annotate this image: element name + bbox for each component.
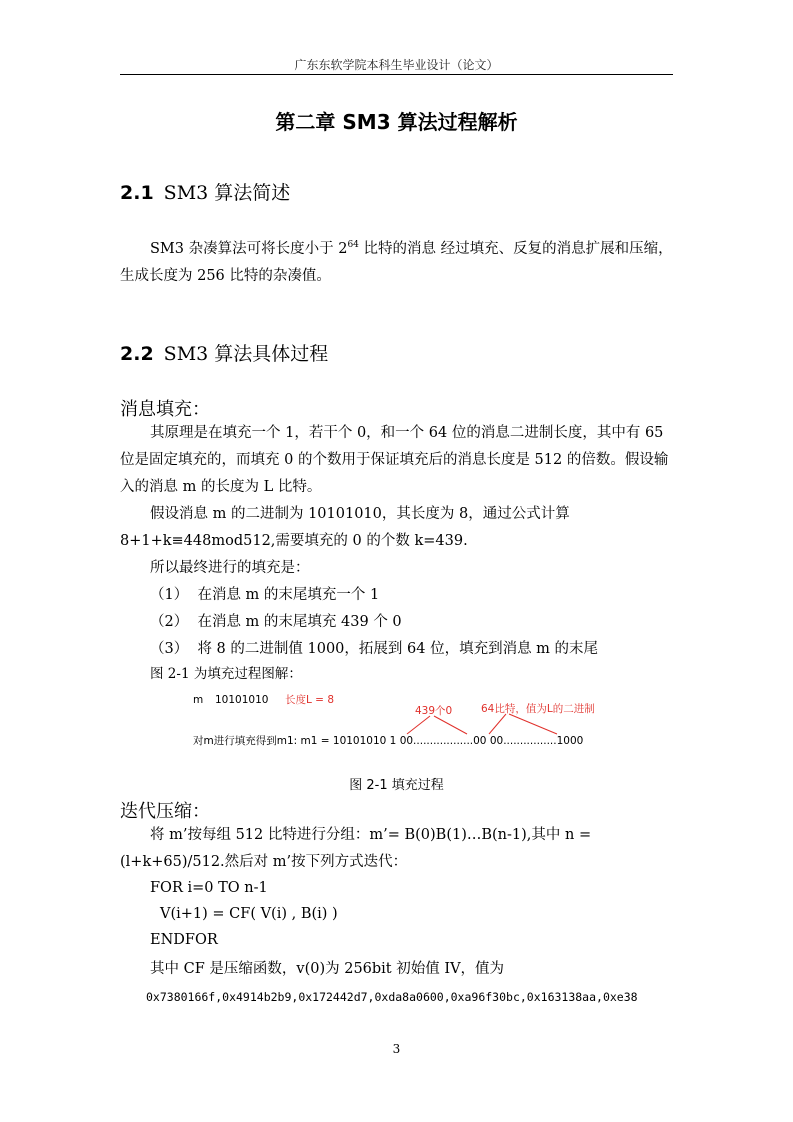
figure-length-note: 长度L = 8 bbox=[285, 694, 335, 706]
compress-heading: 迭代压缩： bbox=[120, 801, 210, 822]
section-title: SM3 算法具体过程 bbox=[163, 343, 329, 365]
section-number: 2.2 bbox=[120, 343, 154, 365]
code-line: ENDFOR bbox=[150, 932, 218, 948]
para-text-b: 比特的消息 经过填充、反复的消息扩展和压缩，生成长度为 256 比特的杂凑值。 bbox=[120, 240, 673, 284]
figure-intro: 图 2-1 为填充过程图解： bbox=[150, 666, 302, 682]
figure-m-value: 10101010 bbox=[215, 694, 269, 706]
step-item bbox=[150, 636, 598, 663]
padding-heading: 消息填充： bbox=[120, 399, 210, 420]
para-text-a: SM3 杂凑算法可将长度小于 2 bbox=[150, 240, 348, 257]
step-item bbox=[150, 582, 379, 609]
header-rule bbox=[120, 74, 673, 75]
page-header: 广东东软学院本科生毕业设计（论文） bbox=[294, 58, 499, 72]
step-number: （2） bbox=[150, 614, 189, 630]
step-number: （1） bbox=[150, 587, 189, 603]
padding-paragraph-3: 所以最终进行的填充是： bbox=[150, 560, 310, 576]
step-text: 在消息 m 的末尾填充 439 个 0 bbox=[197, 614, 402, 630]
step-text: 将 8 的二进制值 1000，拓展到 64 位，填充到消息 m 的末尾 bbox=[197, 641, 599, 657]
step-text: 在消息 m 的末尾填充一个 1 bbox=[197, 587, 380, 603]
arrow-line bbox=[407, 716, 430, 734]
code-line: FOR i=0 TO n-1 bbox=[150, 880, 268, 896]
compress-paragraph-1: 将 m’按每组 512 比特进行分组：m’= B(0)B(1)…B(n-1),其中 n =(l+k+65)/512.然后对 m’按下列方式迭代： bbox=[120, 827, 592, 870]
section-heading-2-2 bbox=[120, 339, 328, 366]
page-number: 3 bbox=[392, 1042, 401, 1056]
section-heading-2-1 bbox=[120, 178, 290, 205]
compress-paragraph-2: 其中 CF 是压缩函数，v(0)为 256bit 初始值 IV，值为 bbox=[150, 961, 505, 977]
arrow-line bbox=[434, 716, 467, 734]
step-item bbox=[150, 609, 402, 636]
padding-paragraph-2: 假设消息 m 的二进制为 10101010，其长度为 8，通过公式计算 8+1+k≡448mod512,需要填充的 0 的个数 k=439. bbox=[120, 506, 570, 549]
padding-figure bbox=[193, 687, 613, 749]
figure-result-line: 对m进行填充得到m1: m1 = 10101010 1 00..................00 00................1000 bbox=[193, 735, 584, 747]
figure-zeros-note: 439个0 bbox=[415, 705, 453, 717]
iv-values: 0x7380166f,0x4914b2b9,0x172442d7,0xda8a0600,0xa96f30bc,0x163138aa,0xe38 bbox=[146, 990, 638, 1004]
section-2-1-paragraph bbox=[120, 232, 673, 290]
figure-caption: 图 2-1 填充过程 bbox=[349, 778, 444, 793]
figure-m-label: m bbox=[193, 694, 204, 706]
padding-paragraph-1: 其原理是在填充一个 1，若干个 0，和一个 64 位的消息二进制长度，其中有 65 位是固定填充的，而填充 0 的个数用于保证填充后的消息长度是 512 的倍数。假设输入的消息 m 的长度为 L 比特。 bbox=[120, 425, 669, 495]
figure-bits-note: 64比特，值为L的二进制 bbox=[481, 703, 595, 715]
code-line: V(i+1) = CF( V(i) , B(i) ) bbox=[160, 906, 338, 922]
section-title: SM3 算法简述 bbox=[163, 182, 291, 204]
arrow-line bbox=[489, 714, 506, 734]
chapter-title: 第二章 SM3 算法过程解析 bbox=[275, 110, 518, 134]
section-number: 2.1 bbox=[120, 182, 154, 204]
arrow-line bbox=[509, 714, 557, 734]
exponent: 64 bbox=[347, 240, 359, 250]
step-number: （3） bbox=[150, 641, 189, 657]
